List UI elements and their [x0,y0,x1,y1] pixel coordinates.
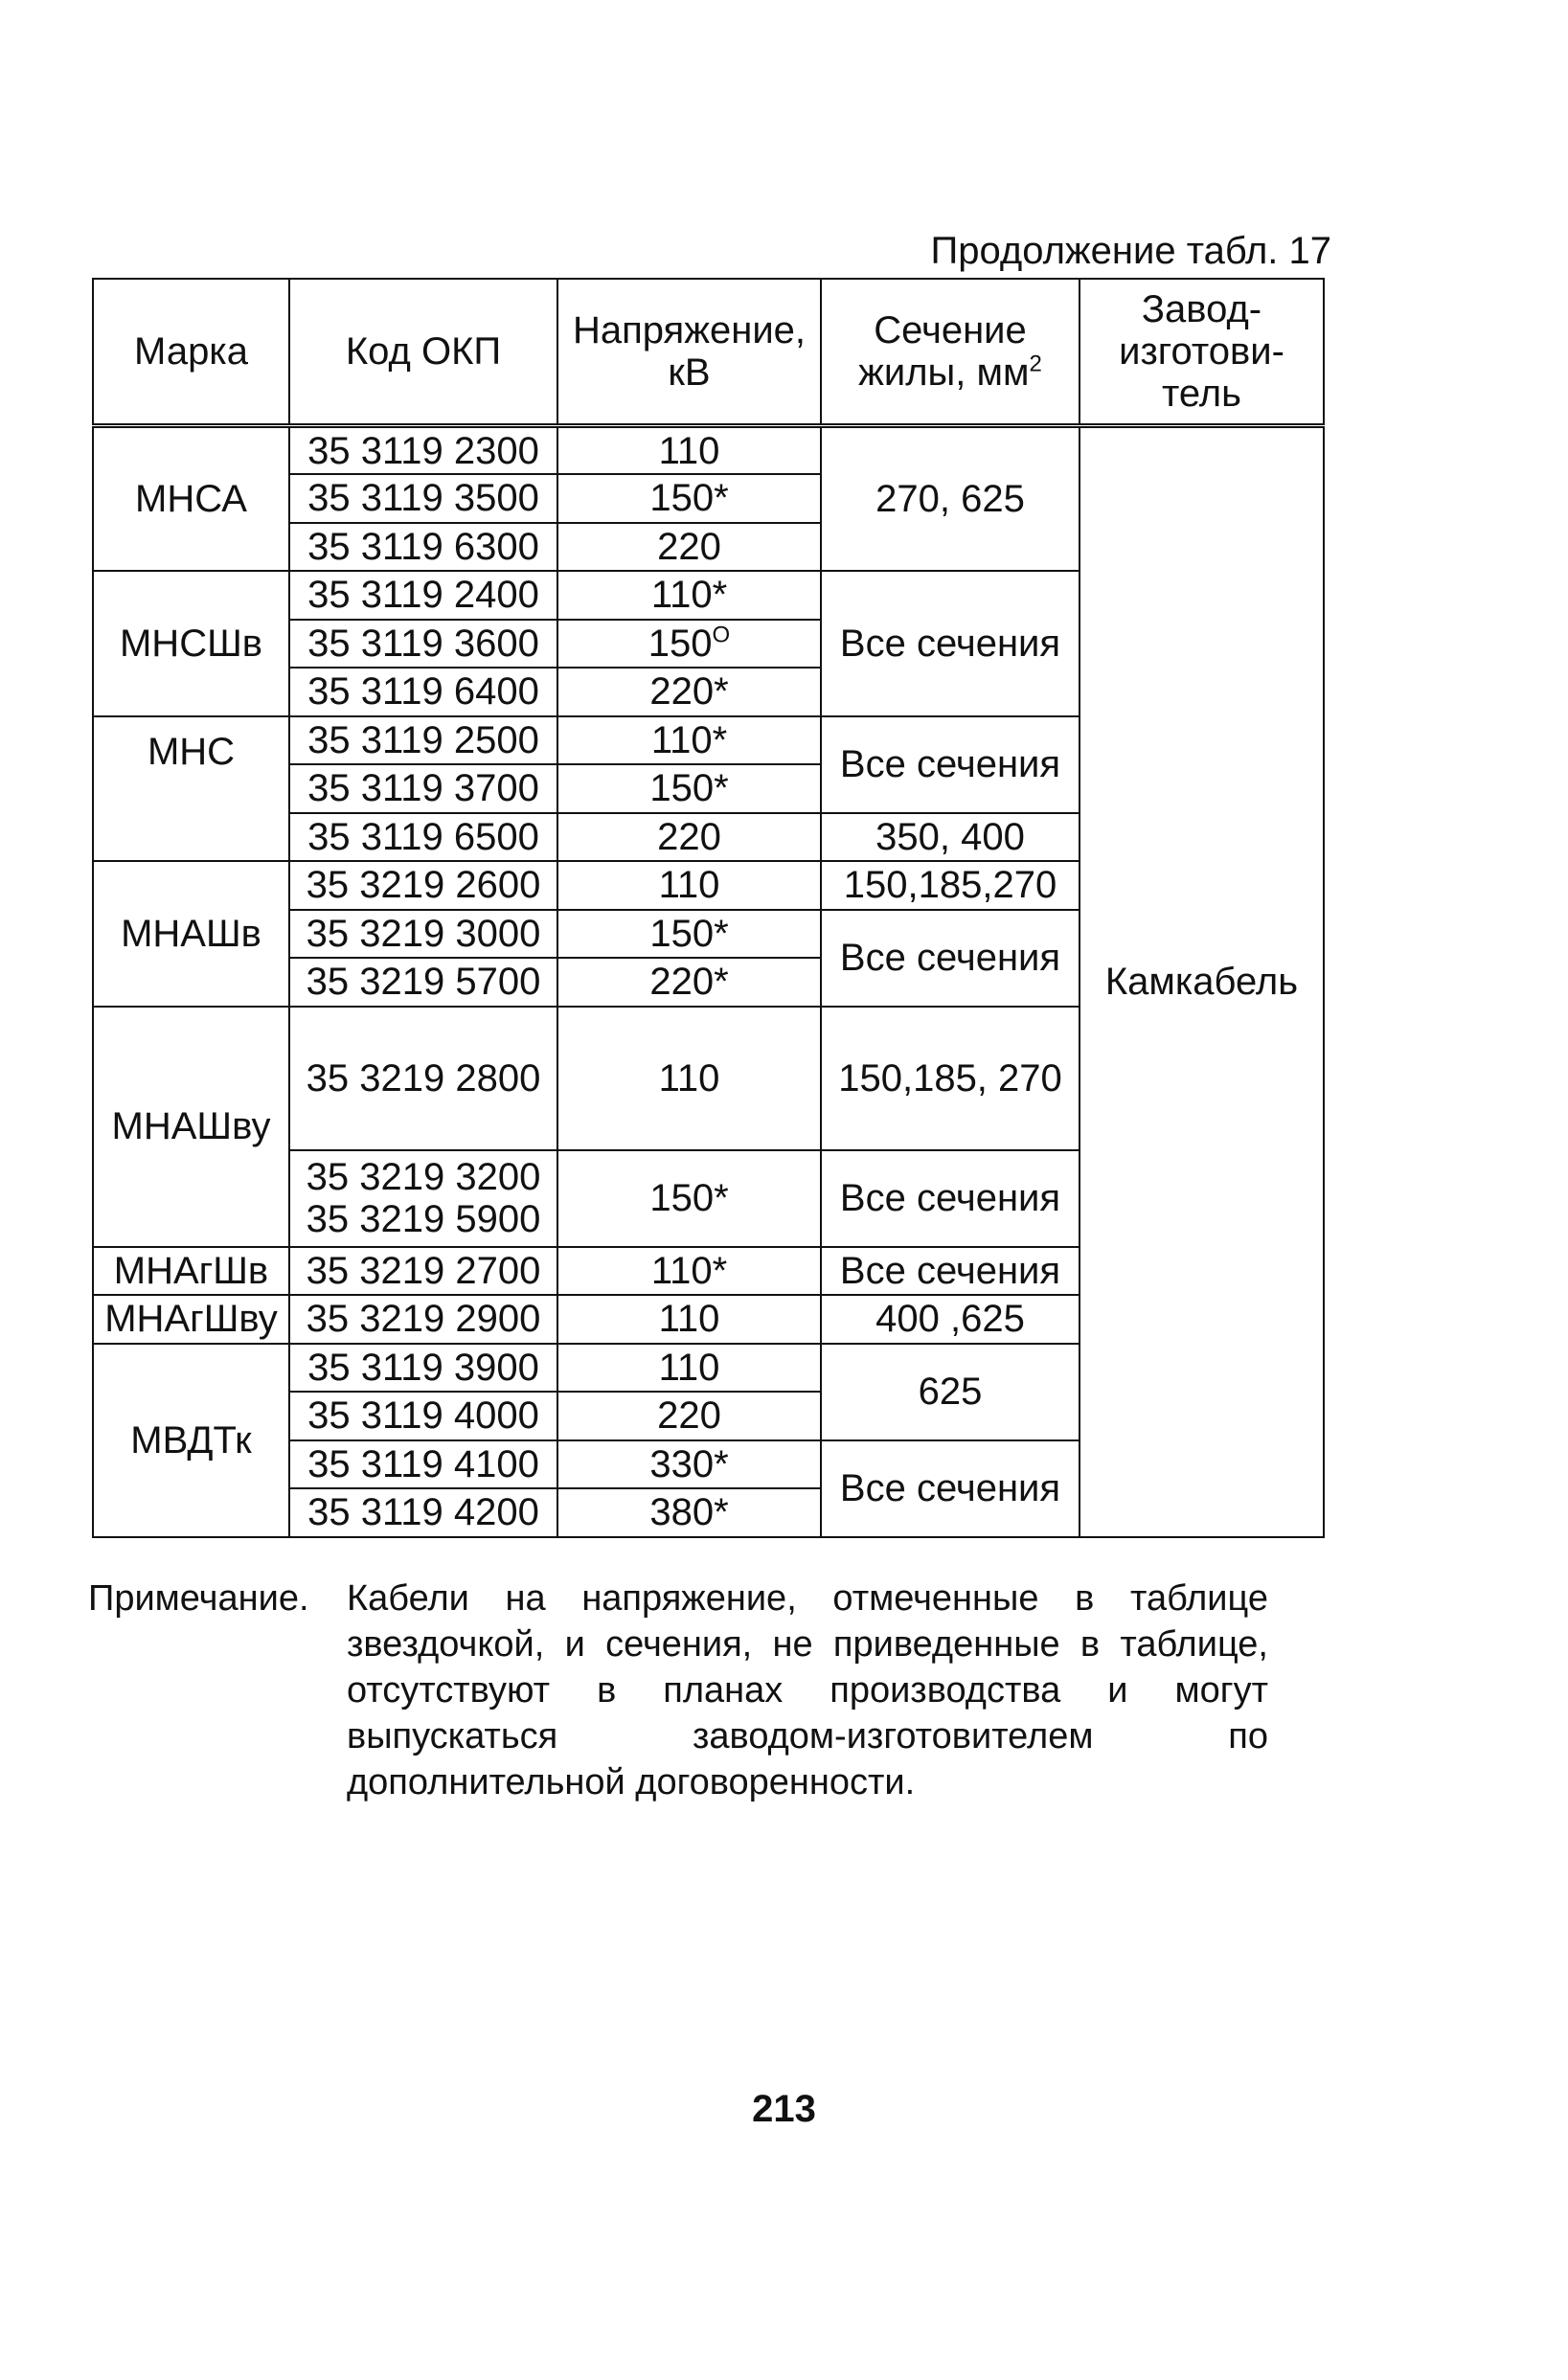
code-cell: 35 3119 4100 [289,1440,557,1489]
voltage-cell: 110 [557,1007,821,1150]
section-cell: Все сечения [821,910,1079,1007]
voltage-cell: 110 [557,426,821,475]
voltage-cell: 220 [557,1392,821,1440]
table-caption: Продолжение табл. 17 [930,230,1331,272]
voltage-cell: 150* [557,474,821,523]
code-cell: 35 3119 6400 [289,668,557,716]
voltage-sup: О [712,622,731,648]
code-cell: 35 3119 2400 [289,571,557,620]
voltage-cell: 150* [557,764,821,813]
voltage-cell: 110* [557,1247,821,1296]
brand-cell: МНСШв [93,571,289,716]
section-cell: 150,185,270 [821,861,1079,910]
note-label: Примечание. [88,1578,309,1619]
code-cell: 35 3119 2300 [289,426,557,475]
code-cell: 35 3119 3900 [289,1344,557,1393]
code-cell: 35 3119 6500 [289,813,557,862]
voltage-cell: 220* [557,668,821,716]
voltage-cell: 110* [557,571,821,620]
code-cell: 35 3119 3500 [289,474,557,523]
code-line: 35 3219 3200 [306,1156,541,1198]
header-section [821,279,1079,426]
code-cell: 35 3219 5700 [289,958,557,1007]
section-cell: 270, 625 [821,426,1079,572]
brand-cell: МНАгШв [93,1247,289,1296]
voltage-value: 150 [648,622,713,665]
code-cell: 35 3219 2700 [289,1247,557,1296]
section-cell: 150,185, 270 [821,1007,1079,1150]
code-cell: 35 3219 3000 [289,910,557,959]
header-section-sup: 2 [1029,351,1042,377]
brand-cell: МВДТк [93,1344,289,1537]
brand-cell: МНС [93,716,289,862]
maker-cell: Камкабель [1079,426,1324,1537]
voltage-cell: 110* [557,716,821,765]
code-cell: 35 3119 2500 [289,716,557,765]
code-cell: 35 3119 3600 [289,620,557,669]
code-cell: 35 3119 6300 [289,523,557,572]
header-maker: Завод-изготови-тель [1079,279,1324,426]
voltage-cell: 220 [557,813,821,862]
code-cell [289,1150,557,1247]
section-cell: Все сечения [821,1150,1079,1247]
brand-cell: МНАШв [93,861,289,1007]
brand-cell: МНАШву [93,1007,289,1247]
cable-table [92,278,1325,1538]
section-cell: Все сечения [821,716,1079,813]
section-cell: 400 ,625 [821,1295,1079,1344]
section-cell: Все сечения [821,571,1079,716]
code-cell: 35 3219 2600 [289,861,557,910]
header-voltage: Напряжение, кВ [557,279,821,426]
voltage-cell: 220* [557,958,821,1007]
section-cell: Все сечения [821,1440,1079,1537]
section-cell: 350, 400 [821,813,1079,862]
voltage-cell: 220 [557,523,821,572]
section-cell: 625 [821,1344,1079,1440]
voltage-cell: 110 [557,1295,821,1344]
header-brand: Марка [93,279,289,426]
voltage-cell: 380* [557,1488,821,1537]
brand-cell: МНАгШву [93,1295,289,1344]
voltage-cell: 110 [557,1344,821,1393]
voltage-cell: 150* [557,910,821,959]
page-number: 213 [752,2088,816,2130]
voltage-cell: 330* [557,1440,821,1489]
code-cell: 35 3119 4000 [289,1392,557,1440]
section-cell: Все сечения [821,1247,1079,1296]
table-header-row [93,279,1324,426]
header-section-text: Сечение жилы, мм [858,309,1030,394]
table-row [93,426,1324,475]
code-line: 35 3219 5900 [306,1198,541,1240]
brand-cell: МНСА [93,426,289,572]
note-text: Кабели на напряжение, отмеченные в таблице звездочкой, и сечения, не приведенные в таблице, отсутствуют в планах производства и могут выпускаться заводом-изготовителем по дополнительной договоренности. [347,1578,1268,1802]
header-code: Код ОКП [289,279,557,426]
code-cell: 35 3119 3700 [289,764,557,813]
code-cell: 35 3219 2800 [289,1007,557,1150]
voltage-cell: 150* [557,1150,821,1247]
voltage-cell [557,620,821,669]
code-cell: 35 3219 2900 [289,1295,557,1344]
code-cell: 35 3119 4200 [289,1488,557,1537]
voltage-cell: 110 [557,861,821,910]
